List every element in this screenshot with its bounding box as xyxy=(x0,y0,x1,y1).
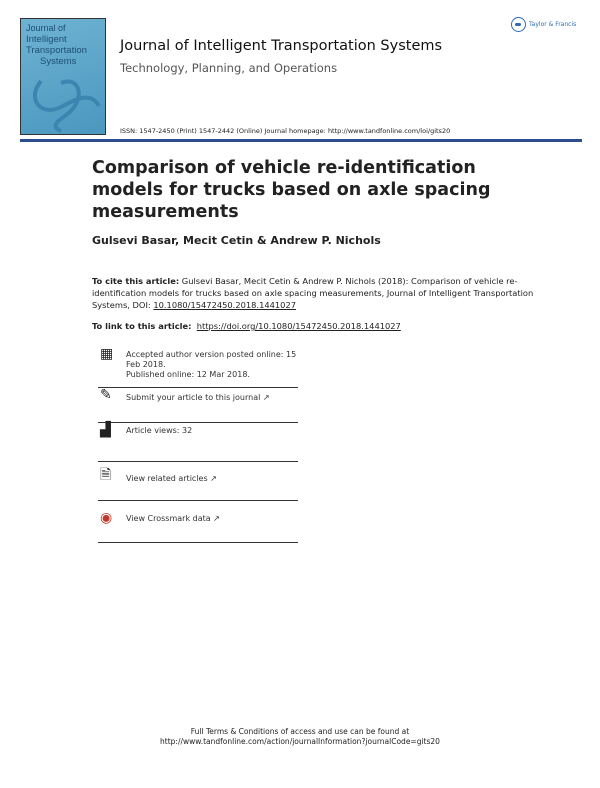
cite-label: To cite this article: xyxy=(92,276,180,286)
publisher-logo-icon xyxy=(511,17,526,32)
cover-text: Transportation xyxy=(26,45,87,56)
footer-terms-url[interactable]: http://www.tandfonline.com/action/journalInformation?journalCode=gits20 xyxy=(160,737,440,746)
submit-article-label: Submit your article to this journal ↗ xyxy=(126,393,270,402)
crossmark-link[interactable] xyxy=(98,501,298,543)
published-date: Published online: 12 Mar 2018. xyxy=(126,370,250,379)
article-views-label: Article views: 32 xyxy=(126,426,193,435)
journal-subtitle: Technology, Planning, and Operations xyxy=(120,61,338,75)
related-articles-link[interactable] xyxy=(98,462,298,501)
journal-title: Journal of Intelligent Transportation Systems xyxy=(120,38,443,54)
publisher-name: Taylor & Francis xyxy=(529,21,577,28)
publication-dates xyxy=(98,347,298,388)
journal-cover-image xyxy=(20,18,106,135)
accepted-date: Accepted author version posted online: 15 Feb 2018. xyxy=(126,350,297,369)
article-views xyxy=(98,423,298,462)
article-url-link[interactable]: https://doi.org/10.1080/15472450.2018.1441027 xyxy=(196,321,401,331)
submit-article-link[interactable] xyxy=(98,388,298,423)
link-label: To link to this article: xyxy=(92,321,192,331)
issn-line xyxy=(120,127,450,135)
publisher-logo xyxy=(511,17,576,32)
related-articles-label: View related articles ↗ xyxy=(126,474,217,483)
edit-icon: ✎ xyxy=(100,387,112,403)
footer xyxy=(0,727,600,747)
crossmark-icon: ◉ xyxy=(100,510,113,526)
cite-text: Gulsevi Basar, Mecit Cetin & Andrew P. Nichols (2018): Comparison of vehicle re-identification models for trucks based on axle spacing measurements, Journal of Intelligent Transportation Systems, DOI: xyxy=(92,276,534,310)
article-authors: Gulsevi Basar, Mecit Cetin & Andrew P. Nichols xyxy=(92,234,381,247)
footer-terms-text: Full Terms & Conditions of access and use can be found at xyxy=(190,727,410,736)
issn-text: ISSN: 1547-2450 (Print) 1547-2442 (Online) Journal homepage: xyxy=(120,127,328,135)
search-document-icon: 🗎 xyxy=(100,467,112,483)
cover-text: Intelligent xyxy=(26,34,67,45)
article-link xyxy=(92,320,542,332)
cover-text: Journal of xyxy=(26,23,66,33)
bar-chart-icon: ▟ xyxy=(100,422,111,438)
calendar-icon: ▦ xyxy=(100,346,114,362)
journal-homepage-link[interactable]: http://www.tandfonline.com/loi/gits20 xyxy=(327,127,451,135)
citation xyxy=(92,275,542,311)
cover-text: Systems xyxy=(40,56,77,67)
doi-link[interactable]: 10.1080/15472450.2018.1441027 xyxy=(153,300,297,310)
article-title: Comparison of vehicle re-identification models for trucks based on axle spacing measurements xyxy=(92,158,491,222)
article-info-block xyxy=(92,157,542,332)
header-divider xyxy=(20,139,582,142)
crossmark-label: View Crossmark data ↗ xyxy=(126,514,220,523)
